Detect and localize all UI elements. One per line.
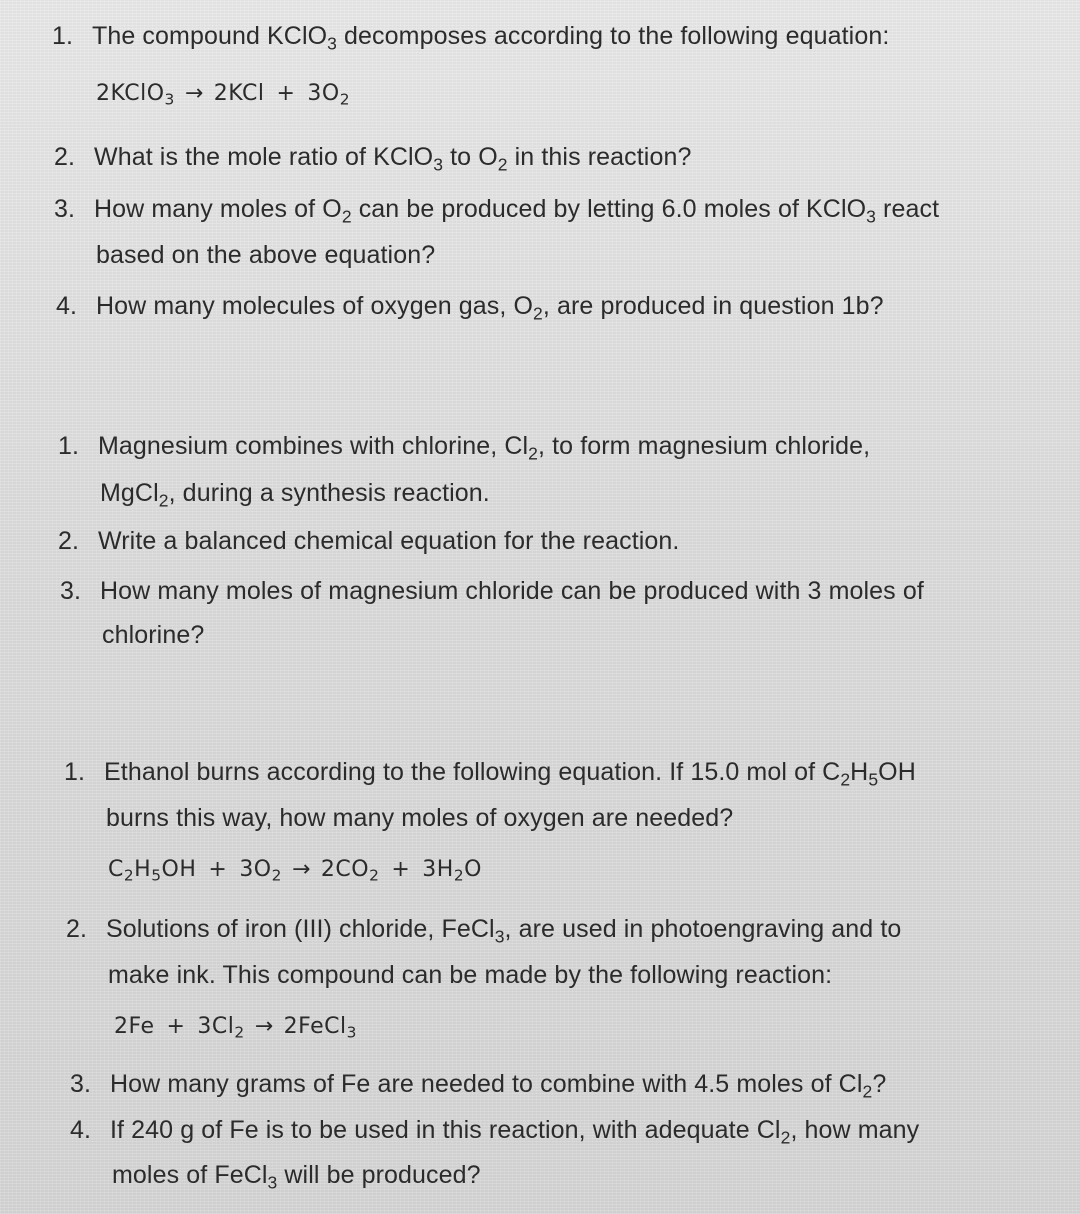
- question-number: 1.: [58, 432, 80, 460]
- subscript: 3: [494, 926, 505, 947]
- subscript: 2: [123, 866, 135, 885]
- subscript: 2: [271, 866, 282, 885]
- product: 2KCl: [213, 81, 265, 106]
- s2-question-1-line-2: [100, 478, 490, 511]
- s3-question-4: [70, 1115, 920, 1148]
- question-number: 2.: [66, 915, 88, 943]
- text: will be produced?: [277, 1161, 481, 1189]
- question-number: 1.: [64, 758, 86, 786]
- subscript: 5: [868, 769, 879, 790]
- plus-sign: +: [391, 857, 411, 882]
- reactant: 2KClO: [96, 81, 165, 106]
- text: How many moles of magnesium chloride can be produced with 3 moles of: [100, 577, 924, 605]
- subscript: 2: [533, 303, 543, 324]
- reactant: H: [134, 857, 152, 882]
- question-number: 3.: [60, 577, 82, 605]
- question-number: 2.: [54, 143, 76, 171]
- product: 2CO: [320, 857, 370, 882]
- subscript: 5: [151, 866, 162, 885]
- text: , are used in photoengraving and to: [504, 915, 902, 943]
- s3-equation-1: [108, 855, 482, 885]
- text: in this reaction?: [507, 143, 692, 171]
- text: , during a synthesis reaction.: [168, 479, 490, 507]
- text: ?: [872, 1070, 887, 1098]
- text: The compound KClO: [92, 22, 328, 50]
- s3-question-3: [70, 1069, 887, 1102]
- subscript: 2: [341, 206, 352, 227]
- text: , how many: [790, 1116, 920, 1144]
- reactant: OH: [161, 857, 197, 882]
- question-number: 3.: [54, 195, 76, 223]
- product: O: [464, 857, 482, 882]
- text: , to form magnesium chloride,: [538, 432, 871, 460]
- plus-sign: +: [166, 1014, 186, 1039]
- s1-question-2: [54, 142, 692, 175]
- subscript: 2: [158, 490, 169, 511]
- subscript: 2: [453, 866, 465, 885]
- reactant: 3O: [239, 857, 272, 882]
- s1-equation: [96, 79, 350, 109]
- subscript: 3: [866, 206, 877, 227]
- reactant: C: [108, 857, 124, 882]
- arrow-icon: →: [254, 1014, 274, 1039]
- subscript: 2: [862, 1081, 873, 1102]
- product: 3H: [422, 857, 454, 882]
- subscript: 2: [528, 443, 539, 464]
- text: Ethanol burns according to the following equation. If 15.0 mol of C: [104, 758, 841, 786]
- product: 2FeCl: [283, 1014, 347, 1039]
- text: react: [876, 195, 940, 223]
- product: 3O: [307, 81, 340, 106]
- s2-question-3: [60, 576, 924, 606]
- text: Write a balanced chemical equation for the reaction.: [98, 527, 680, 555]
- text: moles of FeCl: [112, 1161, 268, 1189]
- text: MgCl: [100, 479, 159, 507]
- arrow-icon: →: [291, 857, 311, 882]
- s3-question-1: [64, 757, 916, 790]
- s3-question-1-line-2: burns this way, how many moles of oxygen are needed?: [106, 804, 734, 832]
- s3-question-2: [66, 914, 902, 947]
- s2-question-3-line-2: chlorine?: [102, 621, 205, 649]
- s3-question-4-line-2: [112, 1160, 481, 1193]
- subscript: 3: [267, 1172, 278, 1193]
- subscript: 2: [497, 154, 508, 175]
- text: H: [850, 758, 869, 786]
- s1-question-4: [56, 291, 884, 324]
- text: to O: [443, 143, 498, 171]
- subscript: 2: [339, 90, 351, 109]
- subscript: 3: [346, 1023, 357, 1042]
- text: How many moles of O: [94, 195, 342, 223]
- question-number: 3.: [70, 1070, 92, 1098]
- question-number: 4.: [70, 1116, 92, 1144]
- subscript: 3: [433, 154, 444, 175]
- subscript: 2: [840, 769, 851, 790]
- text: Solutions of iron (III) chloride, FeCl: [106, 915, 495, 943]
- subscript: 2: [369, 866, 380, 885]
- text: can be produced by letting 6.0 moles of KClO: [351, 195, 867, 223]
- reactant: 2Fe: [114, 1014, 155, 1039]
- text: , are produced in question 1b?: [542, 292, 884, 320]
- text: decomposes according to the following equation:: [337, 22, 890, 50]
- text: If 240 g of Fe is to be used in this reaction, with adequate Cl: [110, 1116, 781, 1144]
- text: Magnesium combines with chlorine, Cl: [98, 432, 529, 460]
- subscript: 3: [164, 90, 175, 109]
- plus-sign: +: [208, 857, 228, 882]
- s3-equation-2: [114, 1012, 357, 1042]
- s1-question-3: [54, 194, 940, 227]
- subscript: 3: [327, 33, 337, 54]
- arrow-icon: →: [184, 81, 204, 106]
- text: OH: [878, 758, 916, 786]
- question-number: 4.: [56, 292, 78, 320]
- text: How many grams of Fe are needed to combine with 4.5 moles of Cl: [110, 1070, 863, 1098]
- s1-question-3-line-2: based on the above equation?: [96, 241, 436, 269]
- s2-question-2: [58, 526, 679, 556]
- text: What is the mole ratio of KClO: [94, 143, 434, 171]
- s2-question-1: [58, 431, 871, 464]
- text: How many molecules of oxygen gas, O: [96, 292, 534, 320]
- s3-question-2-line-2: make ink. This compound can be made by the following reaction:: [108, 961, 833, 989]
- question-number: 1.: [52, 22, 74, 50]
- plus-sign: +: [276, 81, 296, 106]
- question-number: 2.: [58, 527, 80, 555]
- subscript: 2: [234, 1023, 245, 1042]
- subscript: 2: [780, 1127, 791, 1148]
- reactant: 3Cl: [197, 1014, 235, 1039]
- s1-question-1: [52, 21, 890, 54]
